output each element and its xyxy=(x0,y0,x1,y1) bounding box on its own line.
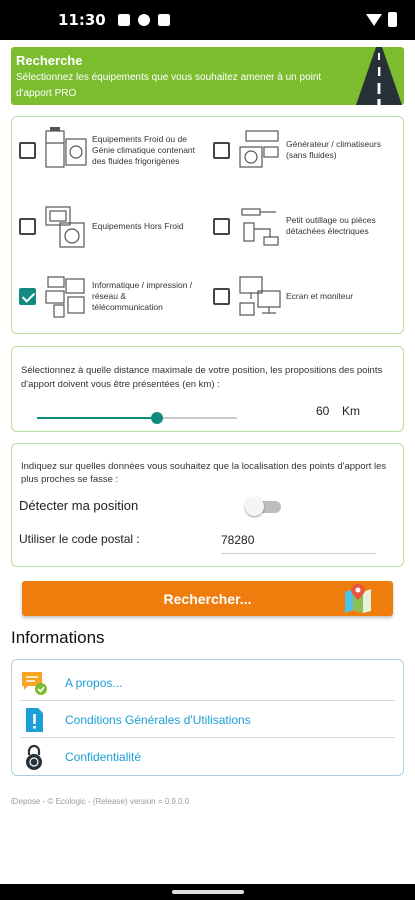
category-label: Equipements Froid ou de Génie climatique contenant des fluides frigorigènes xyxy=(92,133,196,166)
status-icons xyxy=(118,14,170,26)
lock-icon xyxy=(20,743,48,771)
navigation-bar xyxy=(0,884,415,900)
monitor-icon xyxy=(236,273,284,319)
category-label: Equipements Hors Froid xyxy=(92,220,184,231)
map-pin-icon xyxy=(343,584,373,613)
distance-description: Sélectionnez à quelle distance maximale de votre position, les propositions des points d'apport doivent vous être présentées (en km) : xyxy=(21,365,383,390)
link-cgu[interactable] xyxy=(12,701,403,738)
header-title: Recherche xyxy=(16,53,83,68)
cgu-link-label[interactable]: Conditions Générales d'Utilisations xyxy=(65,712,251,727)
category-fridge-checkbox[interactable] xyxy=(19,142,36,159)
location-card xyxy=(11,443,404,567)
slider-thumb[interactable] xyxy=(151,412,163,424)
status-right-icons xyxy=(366,12,397,27)
distance-card xyxy=(11,346,404,432)
distance-unit: Km xyxy=(342,404,360,418)
search-header xyxy=(11,47,404,105)
privacy-link-label[interactable]: Confidentialité xyxy=(65,749,142,764)
category-generator-checkbox[interactable] xyxy=(213,142,230,159)
category-generator[interactable] xyxy=(213,127,398,173)
settings-notification-icon xyxy=(138,14,150,26)
category-label: Petit outillage ou pièces détachées électriques xyxy=(286,215,376,236)
category-hors-froid[interactable] xyxy=(19,203,204,249)
category-informatique-checkbox[interactable] xyxy=(19,288,36,305)
generator-icon xyxy=(236,127,284,173)
distance-slider[interactable] xyxy=(37,410,237,426)
detect-position-toggle[interactable] xyxy=(245,497,285,515)
category-fridge[interactable] xyxy=(19,127,204,173)
category-ecran-checkbox[interactable] xyxy=(213,288,230,305)
search-button[interactable] xyxy=(22,581,393,616)
about-link-label[interactable]: A propos... xyxy=(65,675,123,690)
fridge-icon xyxy=(42,127,90,173)
category-label: Générateur / climatiseurs (sans fluides) xyxy=(286,139,381,160)
category-ecran[interactable] xyxy=(213,273,398,319)
image-notification-icon xyxy=(118,14,130,26)
category-informatique[interactable] xyxy=(19,273,197,319)
road-icon xyxy=(354,47,404,105)
category-label: Ecran et moniteur xyxy=(286,290,354,301)
header-subtitle: Sélectionnez les équipements que vous souhaitez amener à un point d'apport PRO xyxy=(16,72,322,99)
link-about[interactable] xyxy=(12,664,403,701)
document-alert-icon xyxy=(20,706,48,734)
location-description: Indiquez sur quelles données vous souhaitez que la localisation des points d'apport les plus proches se fasse : xyxy=(21,461,387,485)
slider-fill xyxy=(37,417,157,419)
category-tools[interactable] xyxy=(213,203,398,249)
status-bar xyxy=(0,0,415,40)
status-time: 11:30 xyxy=(58,11,106,29)
home-gesture-handle[interactable] xyxy=(172,890,244,894)
oven-washer-icon xyxy=(42,203,90,249)
battery-icon xyxy=(388,12,397,27)
category-label: Informatique / impression / réseau & télécommunication xyxy=(92,279,193,312)
computer-icon xyxy=(42,273,90,319)
postal-code-input[interactable] xyxy=(221,526,376,554)
distance-value: 60 xyxy=(316,404,330,418)
equipment-card xyxy=(11,116,404,334)
category-hors-froid-checkbox[interactable] xyxy=(19,218,36,235)
link-privacy[interactable] xyxy=(12,738,403,775)
postal-code-label: Utiliser le code postal : xyxy=(19,532,140,546)
chat-check-icon xyxy=(20,669,48,697)
detect-position-label: Détecter ma position xyxy=(19,498,139,513)
category-tools-checkbox[interactable] xyxy=(213,218,230,235)
app-notification-icon xyxy=(158,14,170,26)
version-footer: iDepose - © Ecologic - (Release) version = 0.9.0.0 xyxy=(11,797,190,806)
wifi-icon xyxy=(366,14,382,26)
informations-card xyxy=(11,659,404,776)
toggle-thumb[interactable] xyxy=(245,497,264,516)
tools-icon xyxy=(236,203,284,249)
informations-title: Informations xyxy=(11,628,105,647)
search-button-label: Rechercher... xyxy=(163,590,252,607)
